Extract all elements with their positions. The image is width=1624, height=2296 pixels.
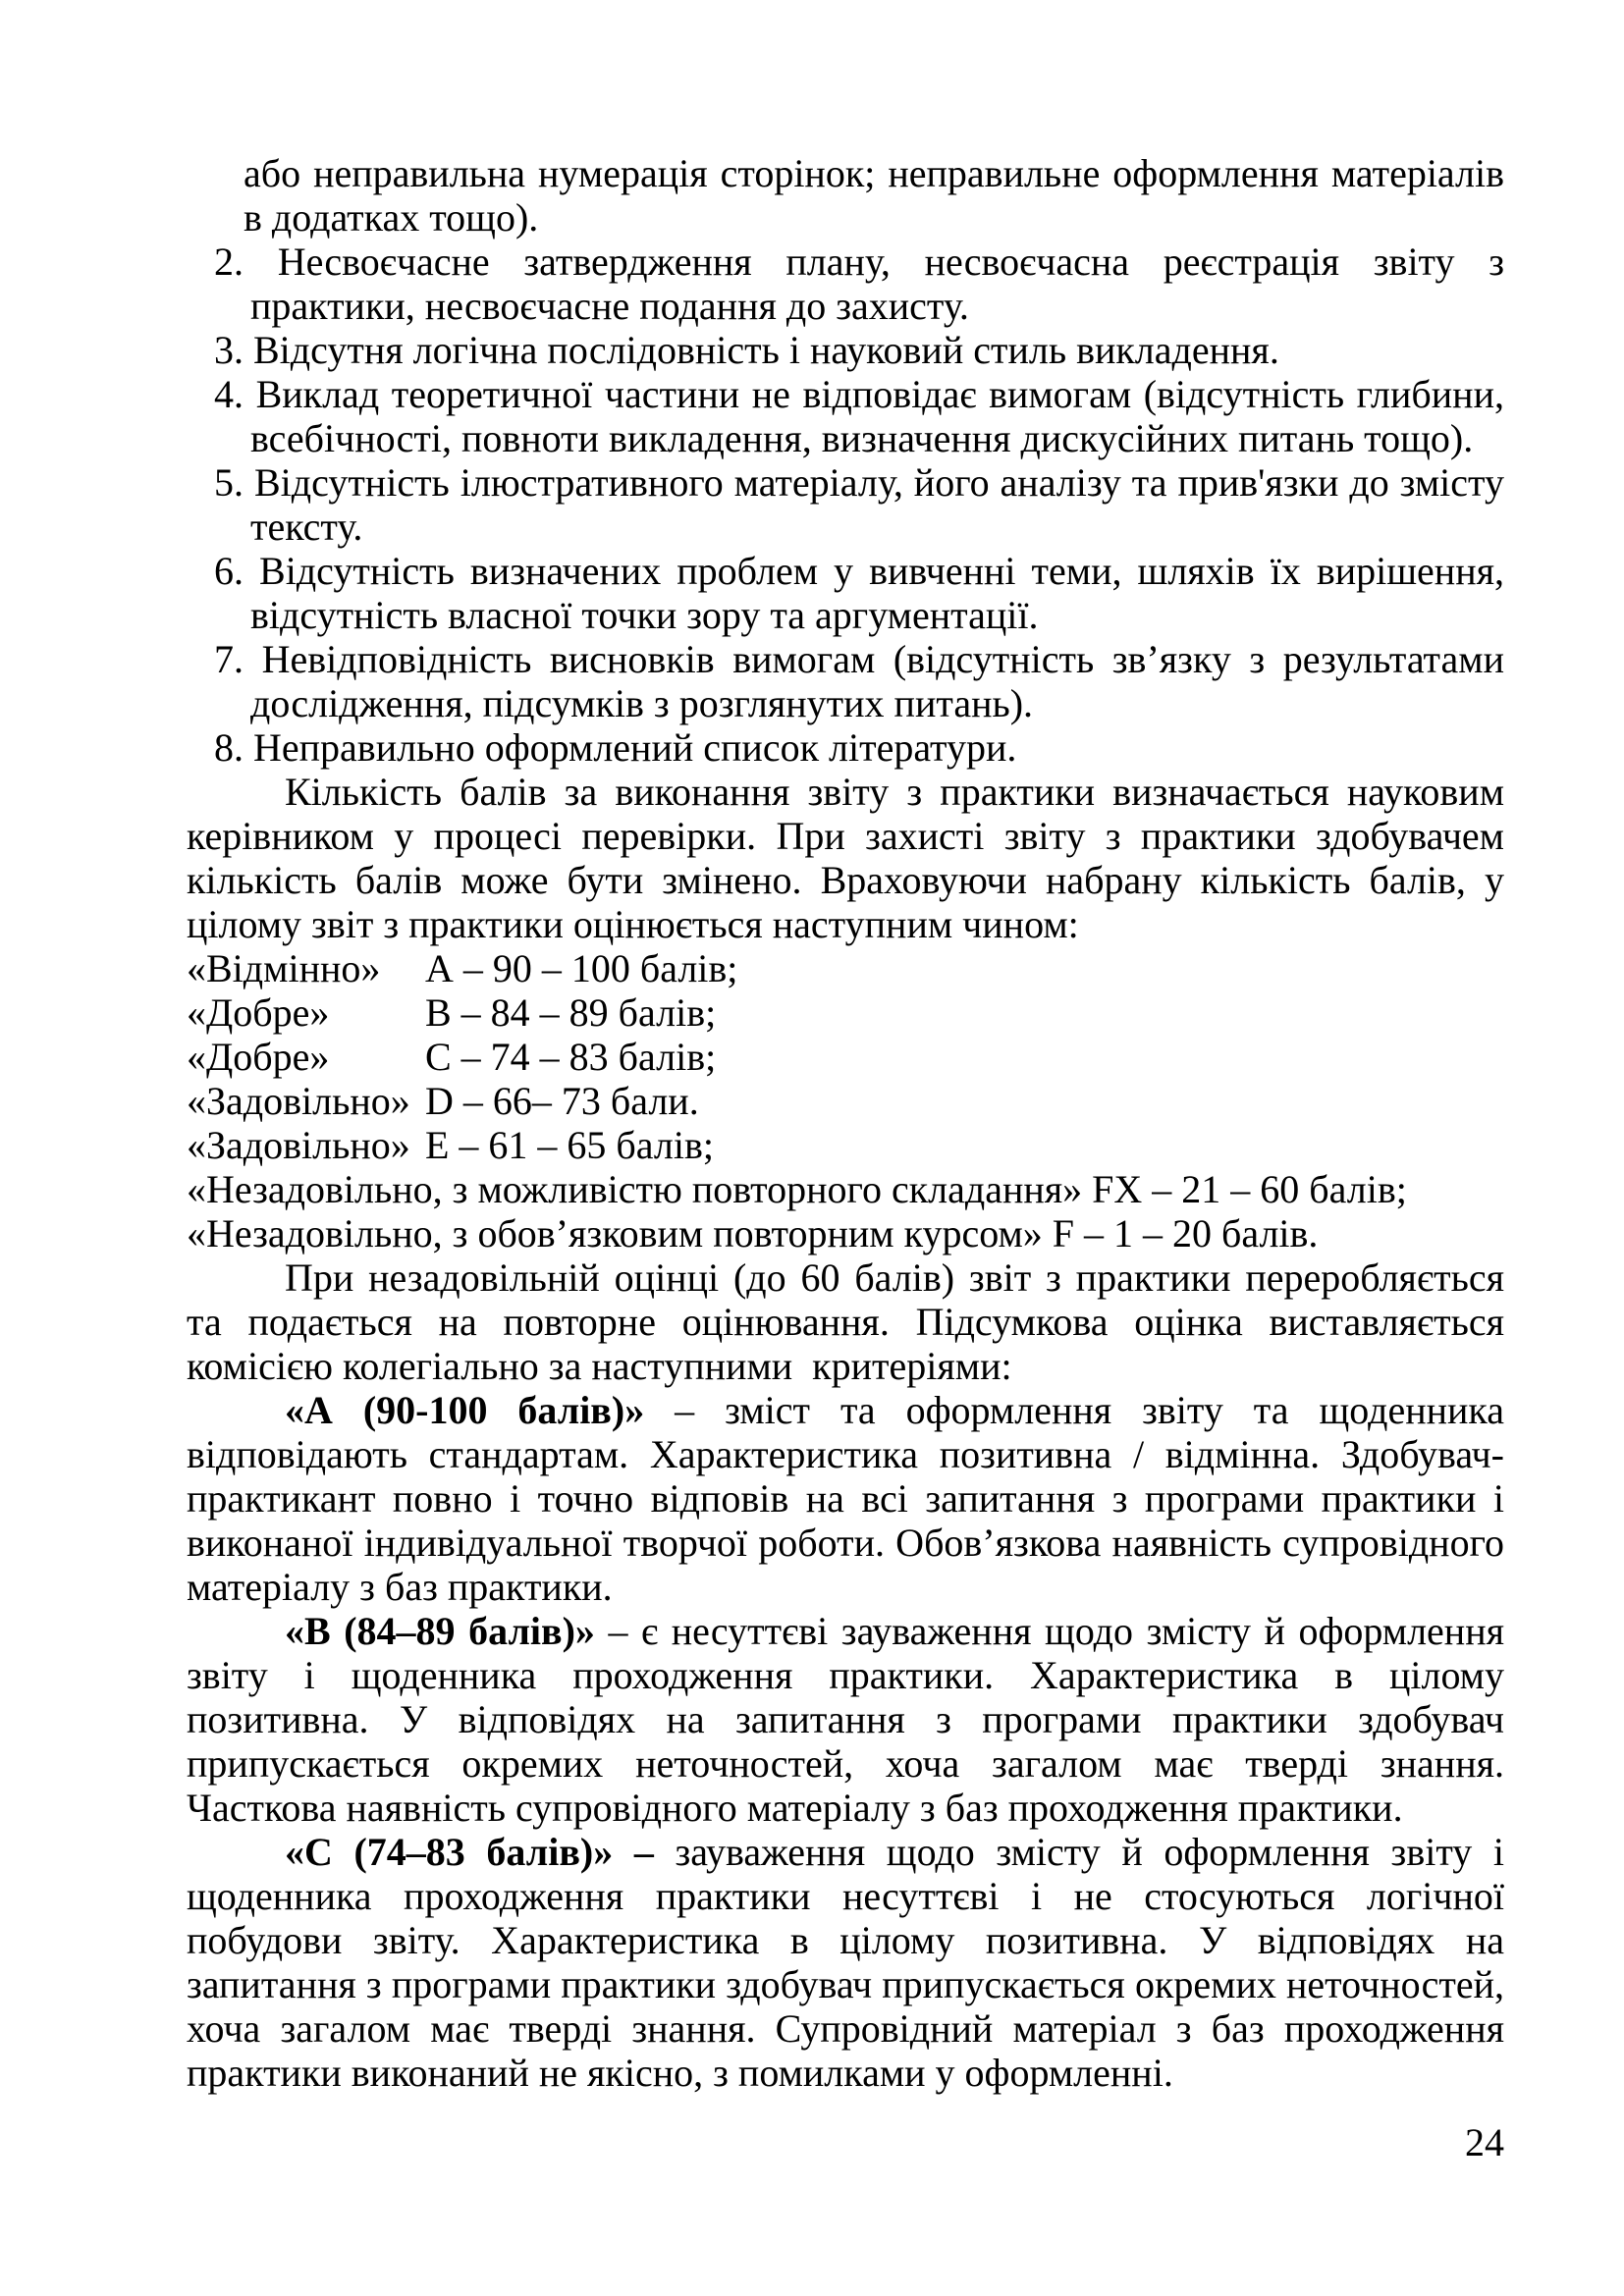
grade-scale-row-f — [187, 1211, 1504, 1255]
list-item-text: Відсутність визначених проблем у вивченні теми, шляхів їх вирішення, відсутність власної точки зору та аргументації. — [250, 549, 1505, 637]
grade-scale-row-c — [187, 1035, 1504, 1079]
paragraph-criteria-b — [187, 1609, 1504, 1830]
grade-range: F – 1 – 20 балів. — [1052, 1211, 1319, 1255]
list-item-4 — [187, 372, 1504, 460]
list-item-text: Виклад теоретичної частини не відповідає вимогам (відсутність глибини, всебічності, повноти викладення, визначення дискусійних питань тощо). — [250, 372, 1504, 460]
grade-scale-row-d — [187, 1079, 1504, 1123]
grade-a-description: – зміст та оформлення звіту та щоденника відповідають стандартам. Характеристика позитивна / відмінна. Здобувач-практикант повно і точно відповів на всі запитання з програми практики і виконаної індивідуальної творчої роботи. Обов’язкова наявність супровідного матеріалу з баз практики. — [187, 1388, 1504, 1609]
list-item-text: Несвоєчасне затвердження плану, несвоєчасна реєстрація звіту з практики, несвоєчасне подання до захисту. — [250, 240, 1505, 328]
list-item-number: 7. — [214, 637, 244, 681]
list-item-text: Відсутня логічна послідовність і науковий стиль викладення. — [253, 328, 1279, 372]
list-item-number: 2. — [214, 240, 244, 284]
paragraph-criteria-c — [187, 1830, 1504, 2095]
list-item-number: 4. — [214, 372, 244, 416]
grade-label: «Відмінно» — [187, 946, 381, 990]
grade-range: С – 74 – 83 балів; — [425, 1035, 717, 1079]
page-number: 24 — [1465, 2120, 1504, 2164]
grade-label: «Добре» — [187, 990, 330, 1035]
text-column — [187, 151, 1504, 2095]
grade-scale-row-b — [187, 990, 1504, 1035]
grade-range: А – 90 – 100 балів; — [425, 946, 738, 990]
list-item-3 — [187, 328, 1504, 372]
grade-c-description: зауваження щодо змісту й оформлення звіту і щоденника проходження практики несуттєві і не стосуються логічної побудови звіту. Характеристика в цілому позитивна. У відповідях на запитання з програми практики здобувач припускається окремих неточностей, хоча загалом має тверді знання. Супровідний матеріал з баз проходження практики виконаний не якісно, з помилками у оформленні. — [187, 1830, 1504, 2095]
grade-b-heading: «В (84–89 балів)» — [285, 1609, 595, 1653]
grade-scale-row-e — [187, 1123, 1504, 1167]
grade-range: Е – 61 – 65 балів; — [425, 1123, 714, 1167]
list-item-text: або неправильна нумерація сторінок; неправильне оформлення матеріалів в додатках тощо). — [244, 151, 1504, 240]
list-item-6 — [187, 549, 1504, 637]
grade-range: FX – 21 – 60 балів; — [1092, 1167, 1407, 1211]
list-item-number: 6. — [214, 549, 244, 593]
list-item-text: Відсутність ілюстративного матеріалу, його аналізу та прив'язки до змісту тексту. — [250, 460, 1505, 549]
grade-scale-row-fx — [187, 1167, 1504, 1211]
list-item-text: Невідповідність висновків вимогам (відсутність зв’язку з результатами дослідження, підсумків з розглянутих питань). — [250, 637, 1504, 725]
list-item-5 — [187, 460, 1504, 549]
grade-label: «Добре» — [187, 1035, 330, 1079]
list-item-2 — [187, 240, 1504, 328]
list-item-1-continuation — [187, 151, 1504, 240]
list-item-text: Неправильно оформлений список літератури. — [253, 725, 1017, 770]
grade-label: «Незадовільно, з можливістю повторного складання» — [187, 1167, 1083, 1211]
grade-label: «Незадовільно, з обов’язковим повторним курсом» — [187, 1211, 1043, 1255]
grade-c-heading: «С (74–83 балів)» – — [285, 1830, 654, 1874]
paragraph-criteria-a — [187, 1388, 1504, 1609]
grade-range: В – 84 – 89 балів; — [425, 990, 717, 1035]
list-item-number: 8. — [214, 725, 244, 770]
grade-a-heading: «А (90-100 балів)» — [285, 1388, 645, 1432]
paragraph-fail-note: При незадовільній оцінці (до 60 балів) звіт з практики переробляється та подається на повторне оцінювання. Підсумкова оцінка виставляється комісією колегіально за наступними критеріями: — [187, 1255, 1504, 1388]
list-item-number: 3. — [214, 328, 244, 372]
grade-scale-row-a — [187, 946, 1504, 990]
list-item-7 — [187, 637, 1504, 725]
grade-b-description: – є несуттєві зауваження щодо змісту й оформлення звіту і щоденника проходження практики. Характеристика в цілому позитивна. У відповідях на запитання з програми практики здобувач припускається окремих неточностей, хоча загалом має тверді знання. Часткова наявність супровідного матеріалу з баз проходження практики. — [187, 1609, 1504, 1830]
grade-label: «Задовільно» — [187, 1123, 410, 1167]
grade-label: «Задовільно» — [187, 1079, 410, 1123]
list-item-8 — [187, 725, 1504, 770]
paragraph-scoring-intro: Кількість балів за виконання звіту з практики визначається науковим керівником у процесі перевірки. При захисті звіту з практики здобувачем кількість балів може бути змінено. Враховуючи набрану кількість балів, у цілому звіт з практики оцінюється наступним чином: — [187, 770, 1504, 946]
grade-range: D – 66– 73 бали. — [425, 1079, 699, 1123]
list-item-number: 5. — [214, 460, 244, 505]
